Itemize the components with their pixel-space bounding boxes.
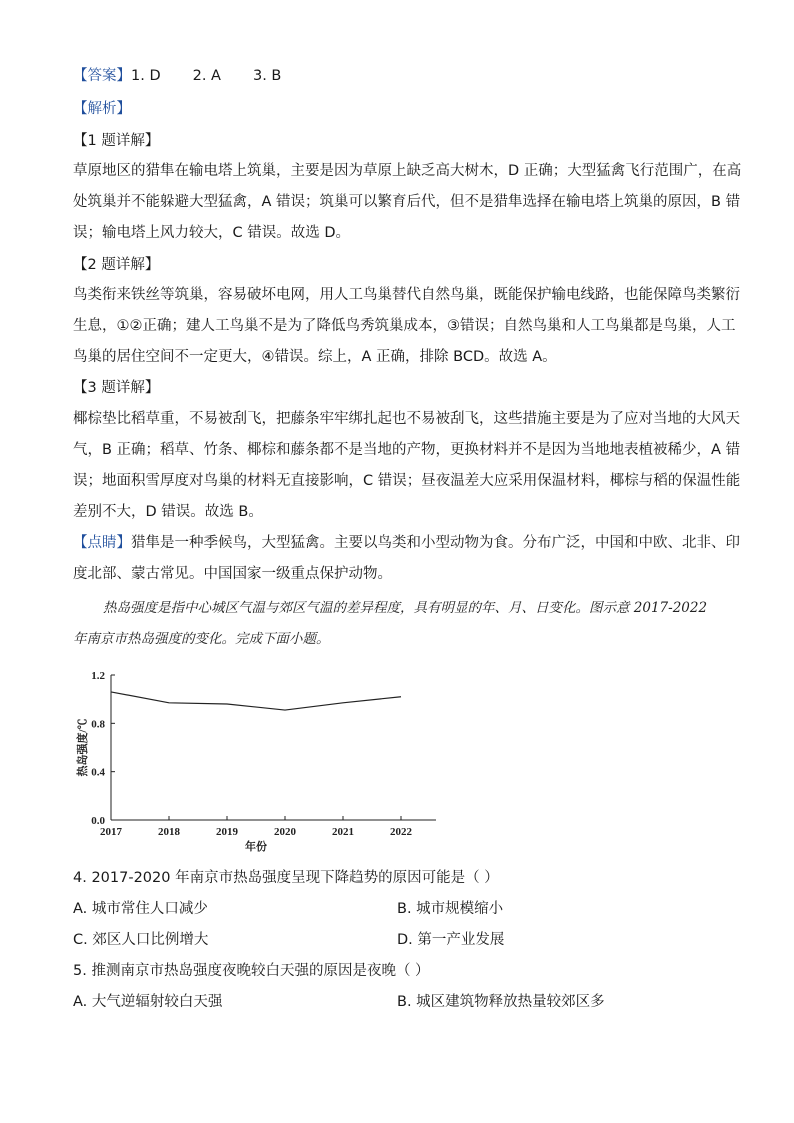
tip-text-1: 猎隼是一种季候鸟，大型猛禽。主要以鸟类和小型动物为食。分布广泛，中国和中欧、北非、印 bbox=[131, 535, 740, 551]
q3-line-2: 气，B 正确；稻草、竹条、椰棕和藤条都不是当地的产物，更换材料并不是因为当地地表植被稀少，A 错 bbox=[73, 442, 741, 458]
q3-line-4: 差别不大，D 错误。故选 B。 bbox=[73, 504, 263, 520]
q4-option-b: B. 城市规模缩小 bbox=[397, 901, 504, 917]
q2-line-2: 生息，①②正确；建人工鸟巢不是为了降低鸟秀筑巢成本，③错误；自然鸟巢和人工鸟巢都是鸟巢，人工 bbox=[73, 318, 736, 334]
answer-line bbox=[73, 66, 281, 86]
intro-line-1: 热岛强度是指中心城区气温与郊区气温的差异程度，具有明显的年、月、日变化。图示意 2017-2022 bbox=[103, 600, 708, 616]
q2-header: 【2 题详解】 bbox=[73, 257, 160, 273]
answer-3: 3. B bbox=[252, 68, 282, 84]
q5-option-b: B. 城区建筑物释放热量较郊区多 bbox=[397, 994, 605, 1010]
series-line bbox=[111, 692, 401, 710]
q5-stem: 5. 推测南京市热岛强度夜晚较白天强的原因是夜晚（ ） bbox=[73, 963, 430, 979]
q4-stem: 4. 2017-2020 年南京市热岛强度呈现下降趋势的原因可能是（ ） bbox=[73, 870, 499, 886]
intro-line-2: 年南京市热岛强度的变化。完成下面小题。 bbox=[73, 631, 330, 647]
q3-line-1: 椰棕垫比稻草重，不易被刮飞，把藤条牢牢绑扎起也不易被刮飞，这些措施主要是为了应对当地的大风天 bbox=[73, 411, 740, 427]
q5-option-a: A. 大气逆辐射较白天强 bbox=[73, 994, 223, 1010]
y-tick-label: 0.4 bbox=[91, 766, 105, 779]
q1-line-2: 处筑巢并不能躲避大型猛禽，A 错误；筑巢可以繁育后代，但不是猎隼选择在输电塔上筑巢的原因，B 错 bbox=[73, 194, 741, 210]
answer-1: 1. D bbox=[131, 68, 161, 84]
q1-line-3: 误；输电塔上风力较大，C 错误。故选 D。 bbox=[73, 225, 351, 241]
q2-line-1: 鸟类衔来铁丝等筑巢，容易破坏电网，用人工鸟巢替代自然鸟巢，既能保护输电线路，也能保障鸟类繁衍 bbox=[73, 287, 740, 303]
x-tick-label: 2020 bbox=[274, 826, 296, 838]
x-tick-label: 2021 bbox=[332, 826, 354, 838]
heat-island-chart bbox=[70, 662, 450, 858]
x-tick-label: 2017 bbox=[100, 826, 122, 838]
q1-header: 【1 题详解】 bbox=[73, 133, 160, 149]
tip-line-2: 度北部、蒙古常见。中国国家一级重点保护动物。 bbox=[73, 566, 392, 582]
y-tick-label: 0.0 bbox=[91, 815, 105, 827]
x-tick-label: 2018 bbox=[158, 826, 180, 838]
q4-option-c: C. 郊区人口比例增大 bbox=[73, 932, 209, 948]
y-axis-label: 热岛强度/℃ bbox=[77, 718, 89, 777]
q3-line-3: 误；地面积雪厚度对鸟巢的材料无直接影响，C 错误；昼夜温差大应采用保温材料，椰棕与稻的保温性能 bbox=[73, 473, 741, 489]
y-tick-label: 0.8 bbox=[91, 718, 105, 731]
y-tick-label: 1.2 bbox=[91, 670, 105, 682]
tip-label: 【点睛】 bbox=[73, 535, 131, 551]
x-tick-label: 2019 bbox=[216, 826, 238, 838]
answer-label: 【答案】 bbox=[73, 68, 131, 84]
q2-line-3: 鸟巢的居住空间不一定更大，④错误。综上，A 正确，排除 BCD。故选 A。 bbox=[73, 349, 557, 365]
q4-option-d: D. 第一产业发展 bbox=[397, 932, 505, 948]
q4-option-a: A. 城市常住人口减少 bbox=[73, 901, 208, 917]
x-axis-label: 年份 bbox=[245, 841, 267, 853]
answer-2: 2. A bbox=[192, 68, 221, 84]
tip-line-1 bbox=[73, 533, 740, 553]
analysis-label: 【解析】 bbox=[73, 101, 131, 117]
q3-header: 【3 题详解】 bbox=[73, 380, 160, 396]
q1-line-1: 草原地区的猎隼在输电塔上筑巢，主要是因为草原上缺乏高大树木，D 正确；大型猛禽飞行范围广，在高 bbox=[73, 163, 742, 179]
x-tick-label: 2022 bbox=[390, 826, 412, 838]
